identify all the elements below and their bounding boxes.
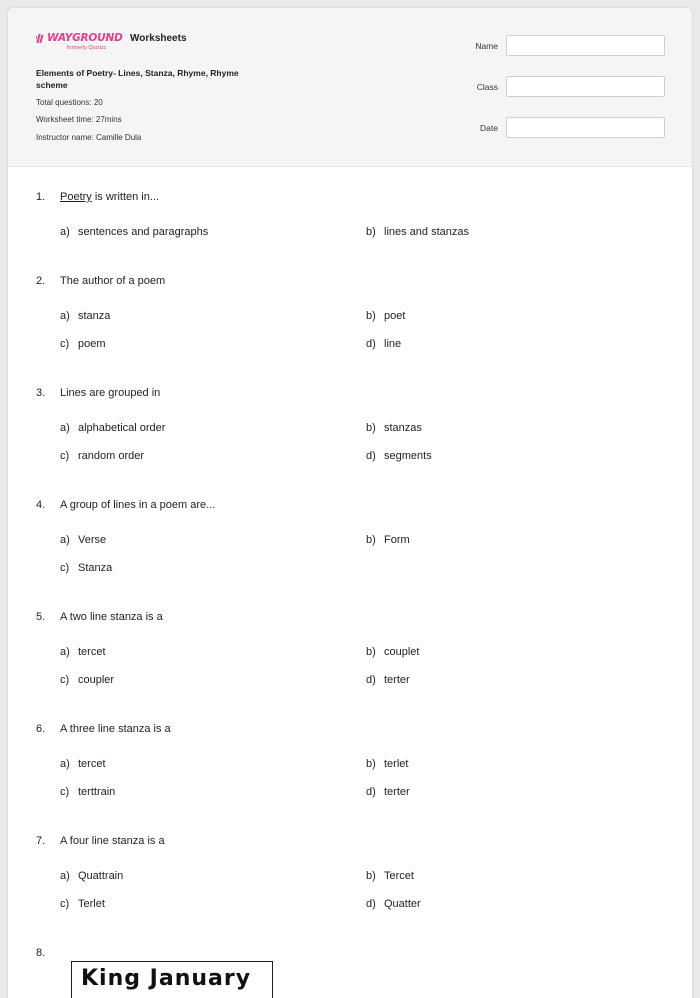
q5-option-c[interactable] bbox=[60, 674, 114, 686]
name-label: Name bbox=[475, 40, 498, 51]
option-letter: a) bbox=[60, 758, 70, 770]
instructor-name: Instructor name: Camille Dula bbox=[36, 133, 142, 142]
question-number: 1. bbox=[36, 191, 46, 203]
option-letter: a) bbox=[60, 422, 70, 434]
q3-option-c[interactable] bbox=[60, 450, 144, 462]
option-text: terttrain bbox=[78, 786, 116, 798]
image-caption-text: King January bbox=[81, 966, 252, 991]
q5-option-b[interactable] bbox=[366, 646, 419, 658]
option-text: random order bbox=[78, 450, 145, 462]
option-text: poet bbox=[384, 310, 406, 322]
question-text: The author of a poem bbox=[60, 275, 166, 287]
q4-option-c[interactable] bbox=[60, 562, 112, 574]
q2-option-b[interactable] bbox=[366, 310, 405, 322]
option-text: stanzas bbox=[384, 422, 422, 434]
option-letter: b) bbox=[366, 534, 376, 546]
logo-mark-icon bbox=[36, 33, 46, 43]
option-letter: d) bbox=[366, 786, 376, 798]
option-letter: d) bbox=[366, 338, 376, 350]
option-text: lines and stanzas bbox=[384, 226, 469, 238]
brand-title: Worksheets bbox=[130, 33, 187, 44]
option-text: Verse bbox=[78, 534, 107, 546]
option-text: alphabetical order bbox=[78, 422, 166, 434]
question-5 bbox=[36, 611, 163, 623]
option-text: tercet bbox=[78, 758, 106, 770]
q4-option-b[interactable] bbox=[366, 534, 410, 546]
q3-option-a[interactable] bbox=[60, 422, 165, 434]
question-text: A three line stanza is a bbox=[60, 723, 171, 735]
option-letter: d) bbox=[366, 898, 376, 910]
option-text: Terlet bbox=[78, 898, 105, 910]
question-number: 6. bbox=[36, 723, 46, 735]
option-letter: b) bbox=[366, 758, 376, 770]
question-8-image bbox=[71, 961, 273, 998]
question-4 bbox=[36, 499, 215, 511]
question-text-rest: is written in... bbox=[91, 191, 160, 203]
option-letter: b) bbox=[366, 422, 376, 434]
question-text bbox=[60, 191, 159, 203]
q1-option-a[interactable] bbox=[60, 226, 208, 238]
option-text: segments bbox=[384, 450, 432, 462]
q4-option-a[interactable] bbox=[60, 534, 106, 546]
question-7 bbox=[36, 835, 165, 847]
option-text: Tercet bbox=[384, 870, 414, 882]
option-text: terter bbox=[384, 674, 410, 686]
option-text: line bbox=[384, 338, 402, 350]
date-input[interactable] bbox=[506, 117, 665, 138]
option-letter: c) bbox=[60, 450, 70, 462]
worksheet-header bbox=[8, 8, 692, 167]
date-field-row bbox=[468, 117, 665, 138]
question-2 bbox=[36, 275, 165, 287]
option-letter: b) bbox=[366, 310, 376, 322]
q3-option-b[interactable] bbox=[366, 422, 422, 434]
question-number: 3. bbox=[36, 387, 46, 399]
question-number: 5. bbox=[36, 611, 46, 623]
q2-option-a[interactable] bbox=[60, 310, 110, 322]
option-letter: c) bbox=[60, 562, 70, 574]
question-number: 4. bbox=[36, 499, 46, 511]
option-letter: d) bbox=[366, 450, 376, 462]
question-text: A four line stanza is a bbox=[60, 835, 165, 847]
q6-option-a[interactable] bbox=[60, 758, 106, 770]
brand bbox=[36, 32, 187, 56]
wayground-logo[interactable] bbox=[36, 32, 126, 56]
option-text: coupler bbox=[78, 674, 115, 686]
q5-option-a[interactable] bbox=[60, 646, 106, 658]
question-number: 8. bbox=[36, 947, 46, 959]
q7-option-a[interactable] bbox=[60, 870, 123, 882]
option-letter: a) bbox=[60, 310, 70, 322]
option-letter: c) bbox=[60, 674, 70, 686]
q6-option-d[interactable] bbox=[366, 786, 410, 798]
option-text: terter bbox=[384, 786, 410, 798]
class-label: Class bbox=[476, 81, 498, 92]
option-text: sentences and paragraphs bbox=[78, 226, 209, 238]
option-letter: d) bbox=[366, 674, 376, 686]
question-number: 2. bbox=[36, 275, 46, 287]
question-8 bbox=[36, 947, 60, 959]
question-text: A group of lines in a poem are... bbox=[60, 499, 216, 511]
q6-option-b[interactable] bbox=[366, 758, 408, 770]
option-letter: b) bbox=[366, 870, 376, 882]
class-input[interactable] bbox=[506, 76, 665, 97]
question-text: A two line stanza is a bbox=[60, 611, 163, 623]
logo-wordmark: WAYGROUND bbox=[47, 32, 123, 44]
option-letter: a) bbox=[60, 870, 70, 882]
underlined-term: Poetry bbox=[60, 191, 92, 203]
name-field-row bbox=[468, 35, 665, 56]
name-input[interactable] bbox=[506, 35, 665, 56]
worksheet-title: Elements of Poetry- Lines, Stanza, Rhyme, Rhyme scheme bbox=[36, 68, 239, 90]
question-6 bbox=[36, 723, 171, 735]
date-label: Date bbox=[480, 122, 498, 133]
question-text: Lines are grouped in bbox=[60, 387, 161, 399]
option-text: tercet bbox=[78, 646, 106, 658]
option-text: Form bbox=[384, 534, 410, 546]
q7-option-d[interactable] bbox=[366, 898, 421, 910]
question-3 bbox=[36, 387, 160, 399]
q5-option-d[interactable] bbox=[366, 674, 410, 686]
option-text: poem bbox=[78, 338, 106, 350]
q1-option-b[interactable] bbox=[366, 226, 469, 238]
option-text: couplet bbox=[384, 646, 420, 658]
total-questions: Total questions: 20 bbox=[36, 98, 103, 107]
question-1 bbox=[36, 191, 159, 203]
worksheet-time: Worksheet time: 27mins bbox=[36, 115, 122, 124]
option-text: Quattrain bbox=[78, 870, 124, 882]
worksheet-page bbox=[7, 7, 693, 998]
option-letter: a) bbox=[60, 646, 70, 658]
option-text: terlet bbox=[384, 758, 409, 770]
option-text: Quatter bbox=[384, 898, 421, 910]
class-field-row bbox=[468, 76, 665, 97]
q3-option-d[interactable] bbox=[366, 450, 432, 462]
q2-option-c[interactable] bbox=[60, 338, 106, 350]
option-letter: c) bbox=[60, 786, 70, 798]
q7-option-b[interactable] bbox=[366, 870, 414, 882]
question-number: 7. bbox=[36, 835, 46, 847]
option-letter: b) bbox=[366, 226, 376, 238]
option-text: Stanza bbox=[78, 562, 113, 574]
q6-option-c[interactable] bbox=[60, 786, 115, 798]
option-letter: c) bbox=[60, 338, 70, 350]
option-letter: c) bbox=[60, 898, 70, 910]
q2-option-d[interactable] bbox=[366, 338, 401, 350]
logo-subtitle: formerly Quizizz bbox=[67, 45, 107, 51]
q7-option-c[interactable] bbox=[60, 898, 105, 910]
option-text: stanza bbox=[78, 310, 111, 322]
option-letter: b) bbox=[366, 646, 376, 658]
option-letter: a) bbox=[60, 534, 70, 546]
option-letter: a) bbox=[60, 226, 70, 238]
